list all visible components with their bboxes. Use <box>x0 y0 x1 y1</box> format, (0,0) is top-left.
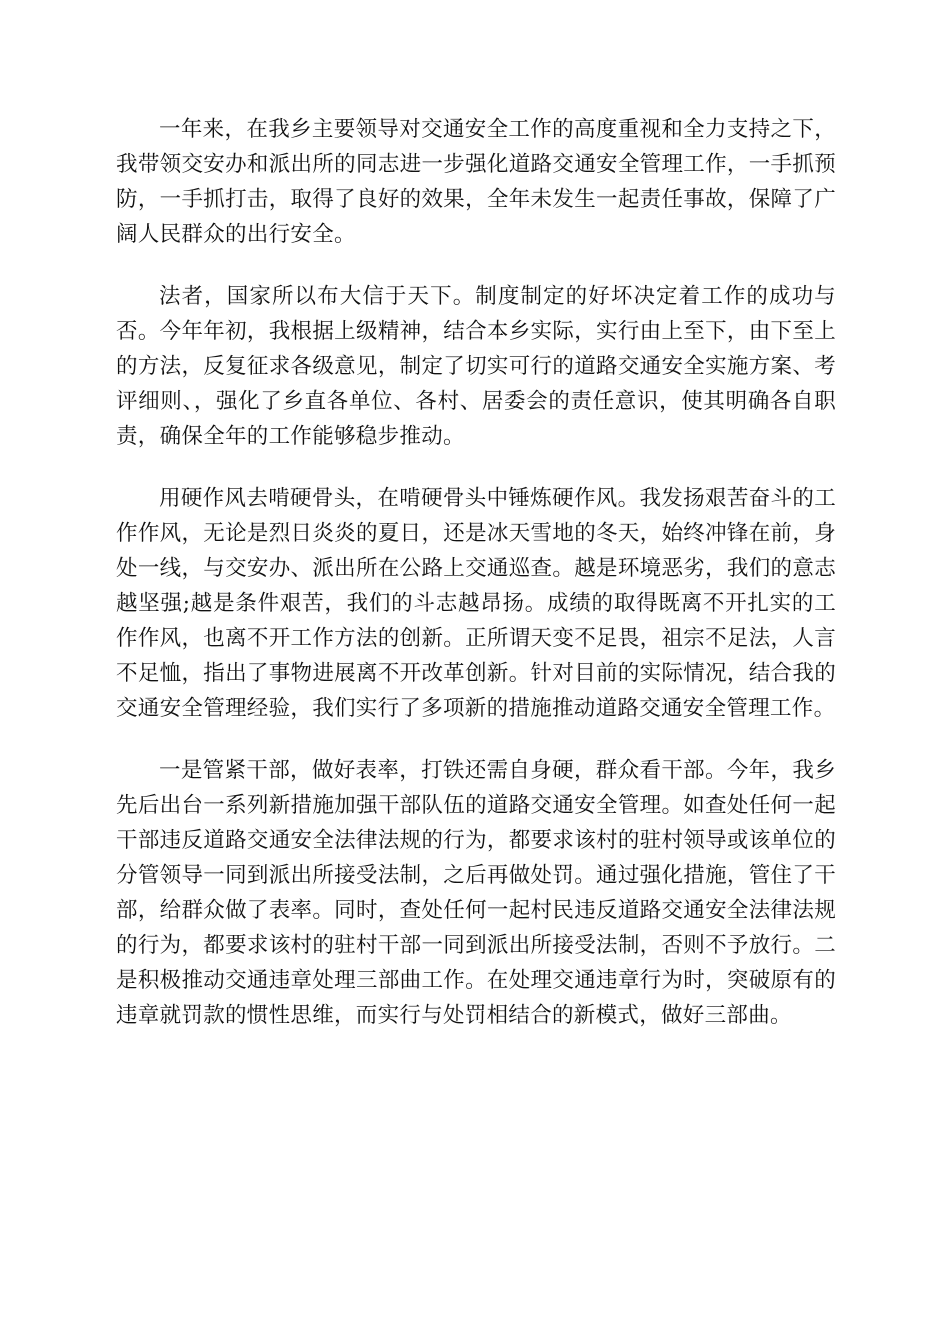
paragraph-2: 法者，国家所以布大信于天下。制度制定的好坏决定着工作的成功与否。今年年初，我根据上级精神，结合本乡实际，实行由上至下，由下至上的方法，反复征求各级意见，制定了切实可行的道路交通安全实施方案、考评细则、，强化了乡直各单位、各村、居委会的责任意识，使其明确各自职责，确保全年的工作能够稳步推动。 <box>116 284 836 449</box>
paragraph-1: 一年来，在我乡主要领导对交通安全工作的高度重视和全力支持之下，我带领交安办和派出所的同志进一步强化道路交通安全管理工作，一手抓预防，一手抓打击，取得了良好的效果，全年未发生一起责任事故，保障了广阔人民群众的出行安全。 <box>116 117 836 247</box>
paragraph-3: 用硬作风去啃硬骨头，在啃硬骨头中锤炼硬作风。我发扬艰苦奋斗的工作作风，无论是烈日炎炎的夏日，还是冰天雪地的冬天，始终冲锋在前，身处一线，与交安办、派出所在公路上交通巡查。越是环境恶劣，我们的意志越坚强;越是条件艰苦，我们的斗志越昂扬。成绩的取得既离不开扎实的工作作风，也离不开工作方法的创新。正所谓天变不足畏，祖宗不足法，人言不足恤，指出了事物进展离不开改革创新。针对目前的实际情况，结合我的交通安全管理经验，我们实行了多项新的措施推动道路交通安全管理工作。 <box>116 486 836 721</box>
paragraph-4: 一是管紧干部，做好表率，打铁还需自身硬，群众看干部。今年，我乡先后出台一系列新措施加强干部队伍的道路交通安全管理。如查处任何一起干部违反道路交通安全法律法规的行为，都要求该村的驻村领导或该单位的分管领导一同到派出所接受法制，之后再做处罚。通过强化措施，管住了干部，给群众做了表率。同时，查处任何一起村民违反道路交通安全法律法规的行为，都要求该村的驻村干部一同到派出所接受法制，否则不予放行。二是积极推动交通违章处理三部曲工作。在处理交通违章行为时，突破原有的违章就罚款的惯性思维，而实行与处罚相结合的新模式，做好三部曲。 <box>116 758 836 1028</box>
document-body <box>116 112 836 1060</box>
